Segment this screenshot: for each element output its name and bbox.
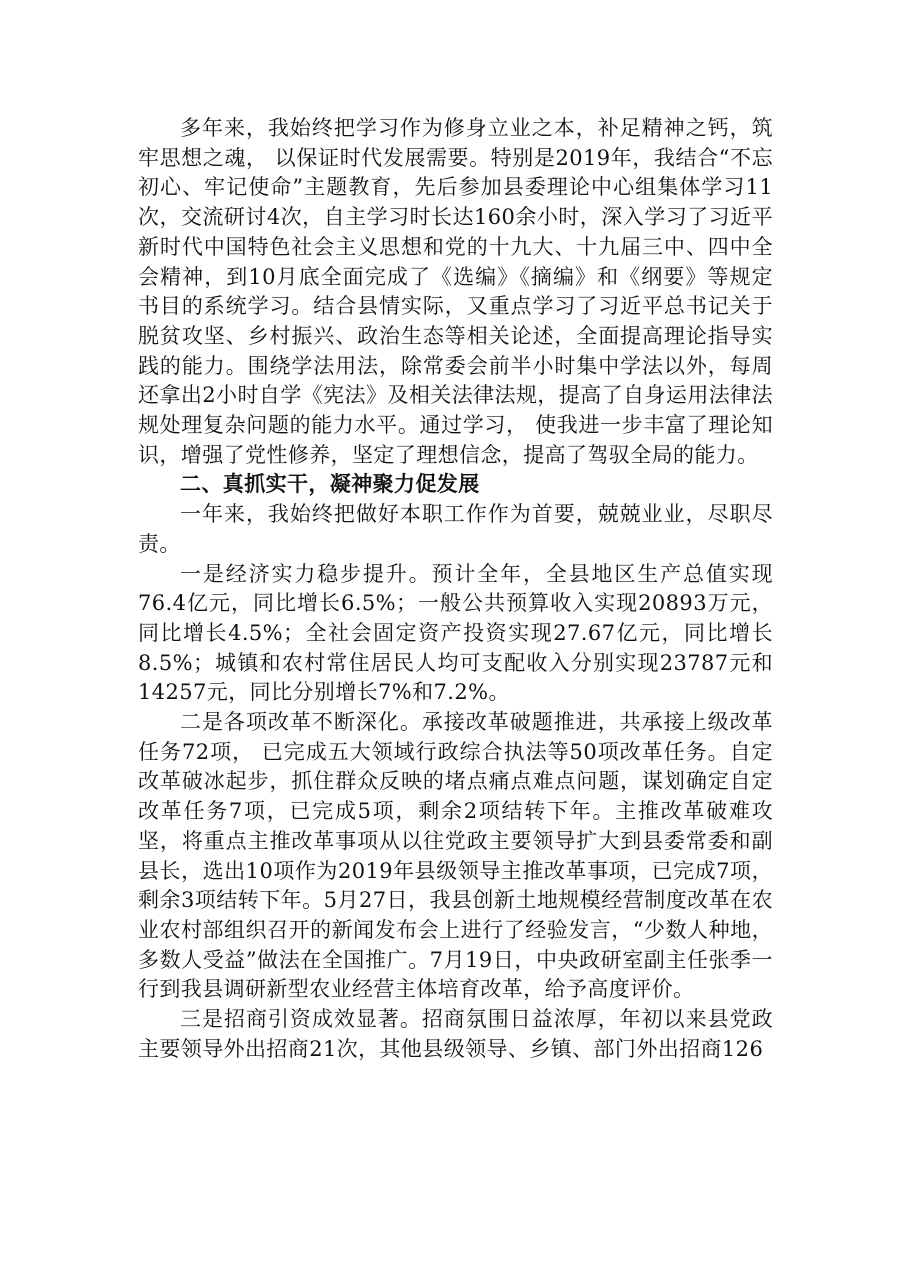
section-heading: 二、真抓实干，凝神聚力促发展 — [180, 472, 480, 497]
paragraph-study: 多年来，我始终把学习作为修身立业之本，补足精神之钙，筑牢思想之魂， 以保证时代发展需要。特别是2019年，我结合“不忘初心、牢记使命”主题教育，先后参加县委理论中心组集体学习11次，交流研讨4次，自主学习时长达160余小时，深入学习了习近平新时代中国特色社会主义思想和党的十九大、十九届三中、四中全会精神，到10月底全面完成了《选编》《摘编》和《纲要》等规定书目的系统学习。结合县情实际，又重点学习了习近平总书记关于脱贫攻坚、乡村振兴、政治生态等相关论述，全面提高理论指导实践的能力。围绕学法用法，除常委会前半小时集中学法以外，每周还拿出2小时自学《宪法》及相关法律法规，提高了自身运用法律法规处理复杂问题的能力水平。通过学习， 使我进一步丰富了理论知识，增强了党性修养，坚定了理想信念，提高了驾驭全局的能力。 — [138, 116, 773, 467]
paragraph-intro: 一年来，我始终把做好本职工作作为首要，兢兢业业，尽职尽责。 — [138, 502, 773, 556]
paragraph-reform: 二是各项改革不断深化。承接改革破题推进，共承接上级改革任务72项， 已完成五大领域行政综合执法等50项改革任务。自定改革破冰起步，抓住群众反映的堵点痛点难点问题，谋划确定自定改革任务7项，已完成5项，剩余2项结转下年。主推改革破难攻坚，将重点主推改革事项从以往党政主要领导扩大到县委常委和副县长，选出10项作为2019年县级领导主推改革事项，已完成7项，剩余3项结转下年。5月27日，我县创新土地规模经营制度改革在农业农村部组织召开的新闻发布会上进行了经验发言，“少数人种地，多数人受益”做法在全国推广。7月19日，中央政研室副主任张季一行到我县调研新型农业经营主体培育改革，给予高度评价。 — [138, 710, 773, 1002]
paragraph-economy: 一是经济实力稳步提升。预计全年，全县地区生产总值实现76.4亿元，同比增长6.5%；一般公共预算收入实现20893万元，同比增长4.5%；全社会固定资产投资实现27.67亿元，同比增长8.5%；城镇和农村常住居民人均可支配收入分别实现23787元和14257元，同比分别增长7%和7.2%。 — [138, 561, 773, 705]
document-body — [138, 114, 773, 1065]
paragraph-investment: 三是招商引资成效显著。招商氛围日益浓厚，年初以来县党政主要领导外出招商21次，其他县级领导、乡镇、部门外出招商126 — [138, 1007, 773, 1061]
